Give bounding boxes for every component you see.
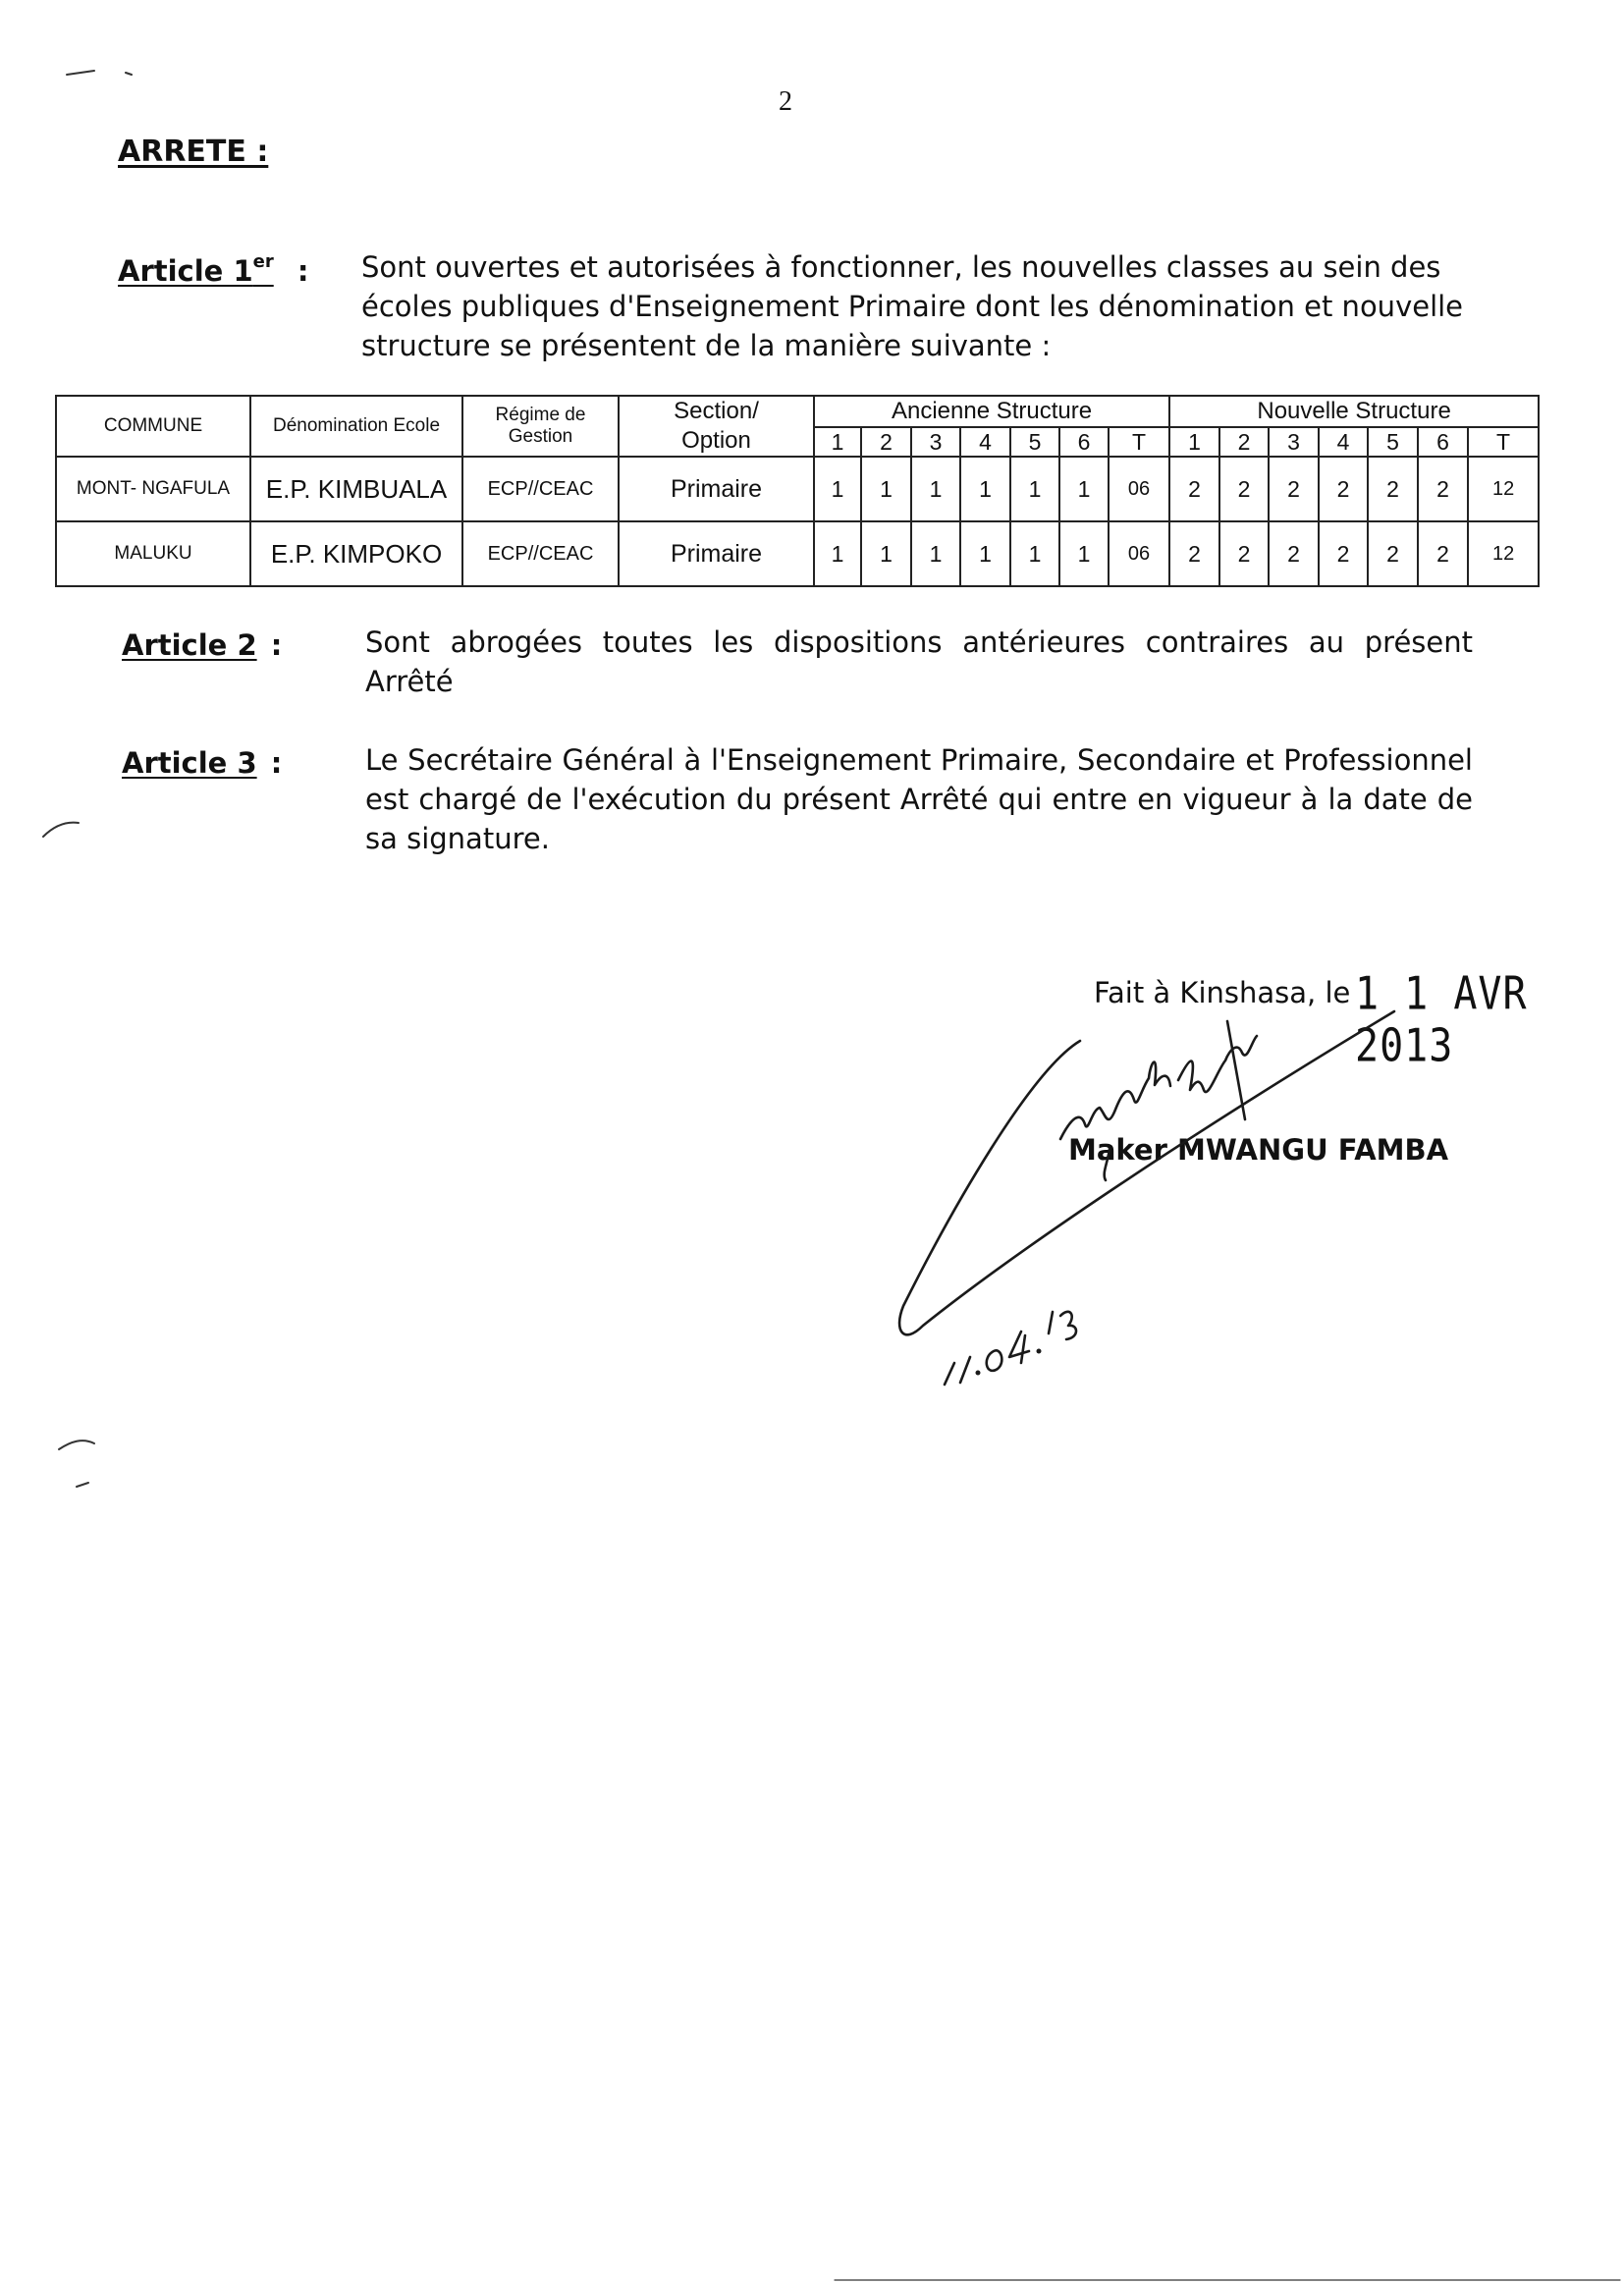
page-number: 2 xyxy=(779,86,792,117)
row-ecole: E.P. KIMPOKO xyxy=(250,521,462,586)
header-nouvelle-2: 2 xyxy=(1219,427,1269,457)
table-row xyxy=(56,457,1539,521)
row-ancienne-6: 1 xyxy=(1059,457,1109,521)
header-ancienne-4: 4 xyxy=(960,427,1010,457)
article-3-text: Le Secrétaire Général à l'Enseignement Primaire, Secondaire et Professionnel est chargé de l'exécution du présent Arrêté qui entre en vigueur à la date de sa signature. xyxy=(365,743,1473,855)
classes-table xyxy=(55,395,1540,587)
header-regime: Régime de Gestion xyxy=(462,396,619,457)
classes-table-wrapper xyxy=(55,395,1538,587)
row-section: Primaire xyxy=(619,457,814,521)
article-1-label-sep: : xyxy=(287,254,309,288)
header-nouvelle-1: 1 xyxy=(1169,427,1219,457)
article-2-label xyxy=(122,628,282,662)
header-ancienne-structure: Ancienne Structure xyxy=(814,396,1169,427)
row-section: Primaire xyxy=(619,521,814,586)
article-1-text: Sont ouvertes et autorisées à fonctionner, les nouvelles classes au sein des écoles publiques d'Enseignement Primaire dont les dénomination et nouvelle structure se présentent de la manière suivante : xyxy=(361,250,1464,362)
table-row xyxy=(56,521,1539,586)
header-nouvelle-3: 3 xyxy=(1269,427,1319,457)
article-3-label xyxy=(122,746,282,780)
article-1-label-text: Article 1 xyxy=(118,254,253,288)
row-regime: ECP//CEAC xyxy=(462,457,619,521)
header-commune: COMMUNE xyxy=(56,396,250,457)
article-3-label-text: Article 3 xyxy=(122,746,257,780)
row-ancienne-3: 1 xyxy=(911,457,960,521)
header-ancienne-total: T xyxy=(1109,427,1169,457)
row-ecole: E.P. KIMBUALA xyxy=(250,457,462,521)
row-ancienne-5: 1 xyxy=(1010,521,1059,586)
row-nouvelle-6: 2 xyxy=(1418,457,1468,521)
row-nouvelle-5: 2 xyxy=(1368,457,1418,521)
row-ancienne-4: 1 xyxy=(960,457,1010,521)
row-ancienne-total: 06 xyxy=(1109,521,1169,586)
header-nouvelle-4: 4 xyxy=(1319,427,1368,457)
row-nouvelle-1: 2 xyxy=(1169,521,1219,586)
row-nouvelle-4: 2 xyxy=(1319,457,1368,521)
row-nouvelle-2: 2 xyxy=(1219,457,1269,521)
row-nouvelle-total: 12 xyxy=(1468,457,1539,521)
handwritten-signature xyxy=(884,992,1434,1404)
article-1-label xyxy=(118,251,308,288)
row-nouvelle-3: 2 xyxy=(1269,521,1319,586)
signatory-name: Maker MWANGU FAMBA xyxy=(1068,1133,1449,1167)
row-nouvelle-1: 2 xyxy=(1169,457,1219,521)
row-regime: ECP//CEAC xyxy=(462,521,619,586)
row-ancienne-6: 1 xyxy=(1059,521,1109,586)
row-nouvelle-5: 2 xyxy=(1368,521,1418,586)
row-ancienne-2: 1 xyxy=(861,521,911,586)
article-2-label-sep: : xyxy=(260,628,283,662)
row-commune: MALUKU xyxy=(56,521,250,586)
header-nouvelle-total: T xyxy=(1468,427,1539,457)
header-ancienne-2: 2 xyxy=(861,427,911,457)
row-ancienne-3: 1 xyxy=(911,521,960,586)
header-ecole: Dénomination Ecole xyxy=(250,396,462,457)
row-nouvelle-6: 2 xyxy=(1418,521,1468,586)
header-ancienne-5: 5 xyxy=(1010,427,1059,457)
header-ancienne-1: 1 xyxy=(814,427,861,457)
row-ancienne-5: 1 xyxy=(1010,457,1059,521)
row-nouvelle-2: 2 xyxy=(1219,521,1269,586)
row-ancienne-total: 06 xyxy=(1109,457,1169,521)
row-nouvelle-3: 2 xyxy=(1269,457,1319,521)
row-ancienne-2: 1 xyxy=(861,457,911,521)
date-stamp: 1 1 AVR 2013 xyxy=(1355,968,1528,1072)
article-3-label-sep: : xyxy=(260,746,283,780)
header-nouvelle-structure: Nouvelle Structure xyxy=(1169,396,1539,427)
header-section: Section/ Option xyxy=(619,396,814,457)
article-2-text: Sont abrogées toutes les dispositions antérieures contraires au présent Arrêté xyxy=(365,625,1473,698)
header-nouvelle-6: 6 xyxy=(1418,427,1468,457)
row-nouvelle-4: 2 xyxy=(1319,521,1368,586)
header-ancienne-3: 3 xyxy=(911,427,960,457)
header-ancienne-6: 6 xyxy=(1059,427,1109,457)
article-2-label-text: Article 2 xyxy=(122,628,257,662)
row-ancienne-1: 1 xyxy=(814,457,861,521)
row-ancienne-4: 1 xyxy=(960,521,1010,586)
row-ancienne-1: 1 xyxy=(814,521,861,586)
header-nouvelle-5: 5 xyxy=(1368,427,1418,457)
row-nouvelle-total: 12 xyxy=(1468,521,1539,586)
table-header-row xyxy=(56,396,1539,427)
article-1-label-sup: er xyxy=(252,251,274,272)
place-and-date-label: Fait à Kinshasa, le xyxy=(1094,976,1351,1009)
decree-heading: ARRETE : xyxy=(118,135,269,169)
row-commune: MONT- NGAFULA xyxy=(56,457,250,521)
